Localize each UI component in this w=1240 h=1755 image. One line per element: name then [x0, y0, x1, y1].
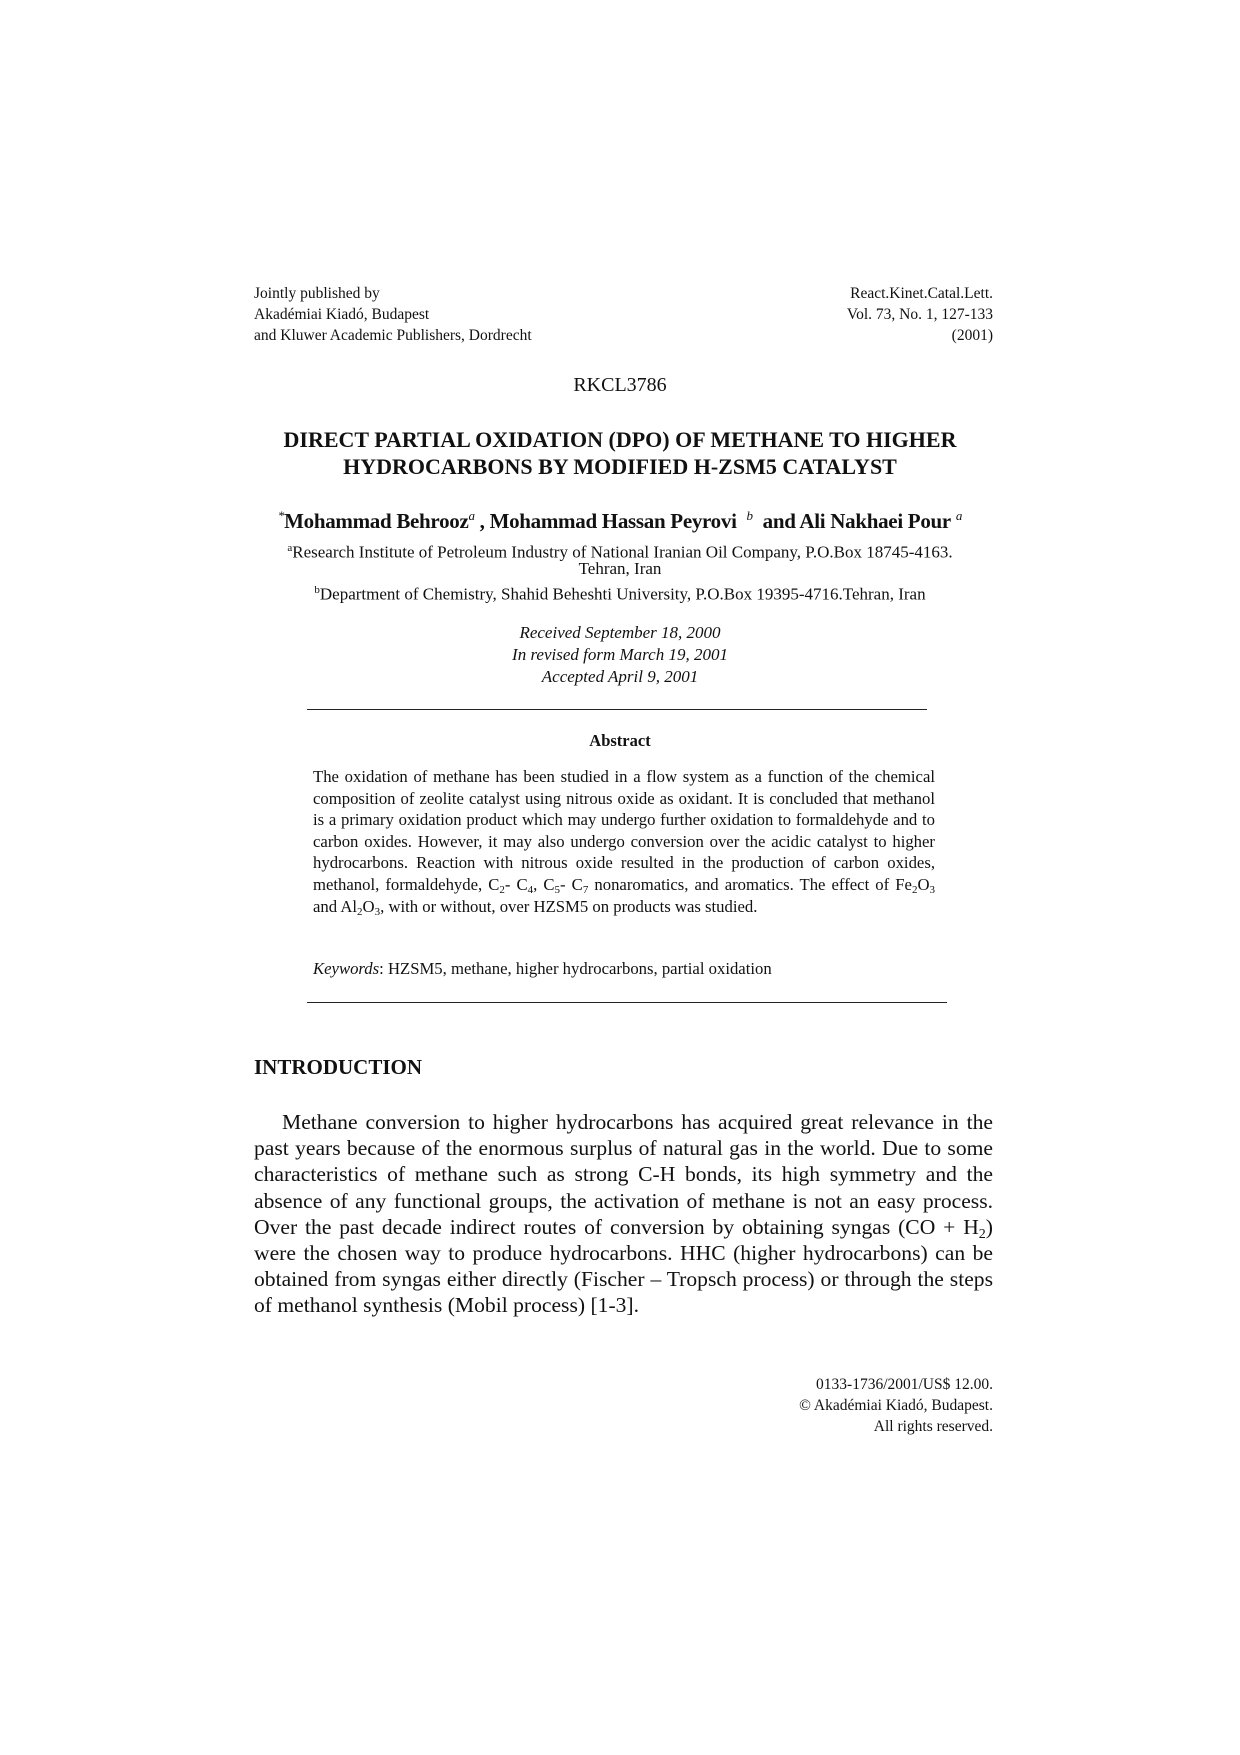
affiliation-mark: a	[955, 508, 963, 523]
corresponding-mark: *	[277, 508, 285, 523]
journal-year: (2001)	[951, 327, 993, 344]
subscript: 2	[978, 1226, 986, 1242]
body-text: Methane conversion to higher hydrocarbons has acquired great relevance in the past years because of the enormous surplus of natural gas in the world. Due to some characteristics of methane such as strong C-H bonds, its high symmetry and the absence of any functional groups, the activation of methane is not an easy process. Over the past decade indirect routes of conversion by obtaining syngas (CO + H	[254, 1110, 993, 1239]
subscript: 3	[929, 883, 935, 896]
abstract-text: , with or without, over HZSM5 on products was studied.	[380, 896, 758, 916]
article-id: RKCL3786	[573, 374, 667, 396]
author-name: Mohammad Behrooz	[284, 509, 469, 533]
abstract-text: O	[917, 874, 930, 894]
divider-top	[307, 709, 927, 710]
author-name: Ali Nakhaei Pour	[799, 509, 951, 533]
affiliation-text: Department of Chemistry, Shahid Beheshti University, P.O.Box 19395-4716.Tehran, Iran	[319, 584, 926, 604]
date-revised: In revised form March 19, 2001	[512, 645, 728, 664]
author-separator: ,	[474, 509, 490, 533]
copyright-footer	[760, 1374, 993, 1437]
abstract-text: - C	[560, 874, 583, 894]
issn-price: 0133-1736/2001/US$ 12.00.	[816, 1376, 993, 1393]
abstract-text: , C	[533, 874, 555, 894]
paper-title	[200, 426, 1040, 480]
abstract-text: - C	[504, 874, 528, 894]
affiliation-mark: a	[468, 508, 475, 523]
divider-bottom	[307, 1002, 947, 1003]
abstract-body	[313, 766, 935, 917]
abstract-text: O	[362, 896, 375, 916]
publisher-line: Jointly published by	[254, 285, 380, 302]
abstract-heading: Abstract	[589, 731, 651, 750]
rights-statement: All rights reserved.	[873, 1418, 993, 1435]
keywords	[313, 959, 935, 979]
subscript: 2	[357, 905, 363, 918]
publisher-info	[254, 283, 674, 346]
publisher-line: and Kluwer Academic Publishers, Dordrecht	[254, 327, 532, 344]
affiliation-a-city: Tehran, Iran	[578, 559, 662, 578]
subscript: 4	[527, 883, 534, 896]
journal-volume: Vol. 73, No. 1, 127-133	[846, 306, 993, 323]
manuscript-dates	[0, 622, 1240, 688]
author-separator: and	[752, 509, 800, 533]
affiliation-mark: a	[287, 542, 293, 554]
journal-name: React.Kinet.Catal.Lett.	[850, 285, 993, 302]
subscript: 2	[911, 883, 918, 896]
affiliation-b	[150, 580, 1090, 605]
abstract-text: nonaromatics, and aromatics. The effect of Fe	[588, 874, 912, 894]
affiliation-mark: b	[746, 508, 753, 523]
subscript: 2	[499, 883, 505, 896]
abstract-text: The oxidation of methane has been studied in a flow system as a function of the chemical composition of zeolite catalyst using nitrous oxide as oxidant. It is concluded that methanol is a primary oxidation product which may undergo further oxidation to formaldehyde and to carbon oxides. However, it may also undergo conversion over the acidic catalyst to higher hydrocarbons. Reaction with nitrous oxide resulted in the production of carbon oxides, methanol, formaldehyde, C	[313, 767, 935, 894]
date-received: Received September 18, 2000	[519, 623, 721, 642]
date-accepted: Accepted April 9, 2001	[541, 667, 699, 686]
copyright-holder: © Akadémiai Kiadó, Budapest.	[799, 1397, 993, 1414]
author-name: Mohammad Hassan Peyrovi	[489, 509, 737, 533]
title-line: DIRECT PARTIAL OXIDATION (DPO) OF METHANE TO HIGHER	[283, 427, 957, 452]
abstract-text: and Al	[313, 896, 358, 916]
subscript: 5	[554, 883, 561, 896]
keywords-label: Keywords	[313, 959, 380, 978]
keywords-text: : HZSM5, methane, higher hydrocarbons, partial oxidation	[379, 959, 772, 978]
subscript: 3	[374, 905, 381, 918]
title-line: HYDROCARBONS BY MODIFIED H-ZSM5 CATALYST	[343, 454, 897, 479]
subscript: 7	[582, 883, 589, 896]
author-list	[200, 508, 1040, 534]
publisher-line: Akadémiai Kiadó, Budapest	[254, 306, 430, 323]
affiliation-mark: b	[314, 584, 320, 596]
section-heading-introduction: INTRODUCTION	[254, 1055, 423, 1079]
journal-citation	[760, 283, 993, 346]
body-text: ) were the chosen way to produce hydrocarbons. HHC (higher hydrocarbons) can be obtained from syngas either directly (Fischer – Tropsch process) or through the steps of methanol synthesis (Mobil process) [1-3].	[254, 1214, 993, 1318]
affiliation-text: Research Institute of Petroleum Industry of National Iranian Oil Company, P.O.Box 18745-4163.	[292, 542, 953, 562]
introduction-paragraph	[254, 1109, 993, 1319]
